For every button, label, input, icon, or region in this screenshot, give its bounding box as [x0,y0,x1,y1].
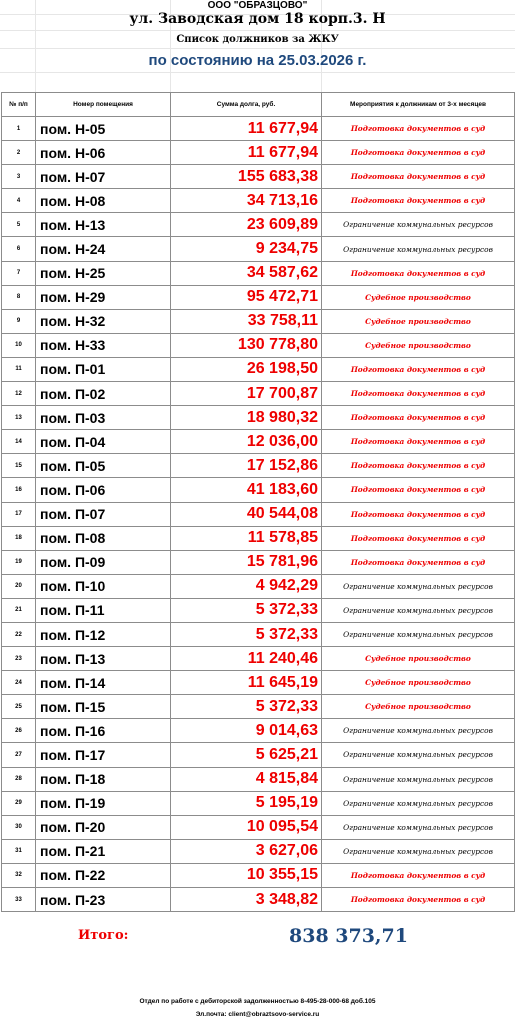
table-row [2,574,515,598]
room-number: пом. П-12 [36,622,171,646]
room-number: пом. Н-06 [36,141,171,165]
row-number: 24 [2,671,36,695]
row-number: 1 [2,117,36,141]
debt-amount: 11 645,19 [171,671,322,695]
row-number: 19 [2,550,36,574]
debt-action: Подготовка документов в суд [322,430,515,454]
room-number: пом. П-04 [36,430,171,454]
table-row [2,406,515,430]
table-row [2,888,515,912]
debt-amount: 5 372,33 [171,622,322,646]
row-number: 2 [2,141,36,165]
row-number: 17 [2,502,36,526]
table-row [2,117,515,141]
row-number: 8 [2,285,36,309]
debt-amount: 9 234,75 [171,237,322,261]
debt-action: Подготовка документов в суд [322,863,515,887]
debt-amount: 18 980,32 [171,406,322,430]
table-row [2,478,515,502]
row-number: 26 [2,719,36,743]
room-number: пом. Н-33 [36,333,171,357]
debt-amount: 12 036,00 [171,430,322,454]
table-row [2,791,515,815]
debt-action: Судебное производство [322,333,515,357]
list-title: Список должников за ЖКУ [176,34,339,45]
room-number: пом. П-03 [36,406,171,430]
room-number: пом. П-02 [36,382,171,406]
debt-action: Подготовка документов в суд [322,478,515,502]
room-number: пом. Н-25 [36,261,171,285]
debt-amount: 34 587,62 [171,261,322,285]
debt-action: Подготовка документов в суд [322,189,515,213]
debt-action: Подготовка документов в суд [322,502,515,526]
table-row [2,261,515,285]
table-row [2,333,515,357]
debt-action: Ограничение коммунальных ресурсов [322,237,515,261]
gridline [0,48,515,49]
debt-amount: 15 781,96 [171,550,322,574]
row-number: 33 [2,888,36,912]
debt-action: Ограничение коммунальных ресурсов [322,839,515,863]
debt-amount: 41 183,60 [171,478,322,502]
as-of-date: по состоянию на 25.03.2026 г. [148,52,367,69]
room-number: пом. П-14 [36,671,171,695]
debt-action: Судебное производство [322,285,515,309]
room-number: пом. П-08 [36,526,171,550]
table-row [2,622,515,646]
debt-amount: 130 778,80 [171,333,322,357]
debt-amount: 4 815,84 [171,767,322,791]
row-number: 9 [2,309,36,333]
room-number: пом. П-11 [36,598,171,622]
table-row [2,671,515,695]
row-number: 27 [2,743,36,767]
room-number: пом. П-17 [36,743,171,767]
room-number: пом. П-13 [36,647,171,671]
room-number: пом. П-10 [36,574,171,598]
debt-action: Подготовка документов в суд [322,888,515,912]
debt-amount: 10 355,15 [171,863,322,887]
row-number: 29 [2,791,36,815]
room-number: пом. П-01 [36,357,171,381]
debt-amount: 155 683,38 [171,165,322,189]
row-number: 28 [2,767,36,791]
column-header-actions: Мероприятия к должникам от 3-х месяцев [322,93,515,117]
debt-amount: 4 942,29 [171,574,322,598]
debt-action: Ограничение коммунальных ресурсов [322,719,515,743]
room-number: пом. Н-07 [36,165,171,189]
table-row [2,141,515,165]
room-number: пом. П-22 [36,863,171,887]
table-row [2,382,515,406]
row-number: 6 [2,237,36,261]
room-number: пом. П-20 [36,815,171,839]
row-number: 5 [2,213,36,237]
debt-action: Ограничение коммунальных ресурсов [322,598,515,622]
debt-amount: 95 472,71 [171,285,322,309]
debt-action: Подготовка документов в суд [322,382,515,406]
table-row [2,285,515,309]
table-row [2,743,515,767]
debt-amount: 5 372,33 [171,598,322,622]
debt-action: Подготовка документов в суд [322,406,515,430]
debt-action: Подготовка документов в суд [322,261,515,285]
debt-action: Подготовка документов в суд [322,141,515,165]
row-number: 23 [2,647,36,671]
room-number: пом. П-19 [36,791,171,815]
row-number: 7 [2,261,36,285]
debt-amount: 17 152,86 [171,454,322,478]
debt-amount: 5 195,19 [171,791,322,815]
footer-contact-phone: Отдел по работе с дебиторской задолженностью 8-495-28-000-68 доб.105 [139,998,376,1005]
table-row [2,526,515,550]
row-number: 15 [2,454,36,478]
table-row [2,815,515,839]
room-number: пом. П-18 [36,767,171,791]
table-row [2,863,515,887]
room-number: пом. П-21 [36,839,171,863]
room-number: пом. П-06 [36,478,171,502]
table-row [2,550,515,574]
table-row [2,598,515,622]
debt-amount: 34 713,16 [171,189,322,213]
debt-amount: 23 609,89 [171,213,322,237]
row-number: 20 [2,574,36,598]
row-number: 25 [2,695,36,719]
room-number: пом. Н-32 [36,309,171,333]
debt-amount: 17 700,87 [171,382,322,406]
gridline [0,30,515,31]
debt-amount: 3 627,06 [171,839,322,863]
debt-amount: 9 014,63 [171,719,322,743]
table-row [2,237,515,261]
row-number: 31 [2,839,36,863]
debt-amount: 11 677,94 [171,141,322,165]
row-number: 12 [2,382,36,406]
row-number: 11 [2,357,36,381]
room-number: пом. П-09 [36,550,171,574]
debt-action: Судебное производство [322,671,515,695]
table-row [2,189,515,213]
table-row [2,165,515,189]
row-number: 14 [2,430,36,454]
debt-amount: 26 198,50 [171,357,322,381]
debt-amount: 10 095,54 [171,815,322,839]
debt-amount: 40 544,08 [171,502,322,526]
row-number: 18 [2,526,36,550]
debt-action: Ограничение коммунальных ресурсов [322,622,515,646]
debt-amount: 11 240,46 [171,647,322,671]
debt-amount: 5 625,21 [171,743,322,767]
row-number: 3 [2,165,36,189]
table-row [2,309,515,333]
total-label: Итого: [78,928,129,943]
debt-action: Подготовка документов в суд [322,357,515,381]
debt-action: Подготовка документов в суд [322,454,515,478]
row-number: 16 [2,478,36,502]
row-number: 13 [2,406,36,430]
column-header-room: Номер помещения [36,93,171,117]
row-number: 10 [2,333,36,357]
column-header-debt: Сумма долга, руб. [171,93,322,117]
row-number: 22 [2,622,36,646]
gridline [0,72,515,73]
table-row [2,430,515,454]
room-number: пом. Н-13 [36,213,171,237]
room-number: пом. П-07 [36,502,171,526]
table-row [2,719,515,743]
debt-action: Подготовка документов в суд [322,526,515,550]
debt-amount: 33 758,11 [171,309,322,333]
debt-action: Ограничение коммунальных ресурсов [322,743,515,767]
table-row [2,454,515,478]
row-number: 30 [2,815,36,839]
debt-amount: 11 578,85 [171,526,322,550]
table-row [2,213,515,237]
table-row [2,647,515,671]
table-row [2,839,515,863]
row-number: 4 [2,189,36,213]
debt-amount: 5 372,33 [171,695,322,719]
table-row [2,695,515,719]
organization-name: ООО "ОБРАЗЦОВО" [207,0,308,11]
debt-action: Ограничение коммунальных ресурсов [322,815,515,839]
room-number: пом. Н-29 [36,285,171,309]
debt-action: Ограничение коммунальных ресурсов [322,574,515,598]
column-header-number: № п/п [2,93,36,117]
room-number: пом. Н-05 [36,117,171,141]
debt-action: Подготовка документов в суд [322,117,515,141]
debtors-table [1,92,515,912]
footer-contact-email: Эл.почта: client@obraztsovo-service.ru [195,1011,320,1018]
room-number: пом. П-15 [36,695,171,719]
debt-action: Ограничение коммунальных ресурсов [322,213,515,237]
room-number: пом. Н-08 [36,189,171,213]
building-address: ул. Заводская дом 18 корп.3. Н [129,11,386,27]
table-row [2,357,515,381]
debt-amount: 11 677,94 [171,117,322,141]
debt-action: Судебное производство [322,309,515,333]
room-number: пом. Н-24 [36,237,171,261]
row-number: 32 [2,863,36,887]
debt-action: Ограничение коммунальных ресурсов [322,767,515,791]
debt-action: Подготовка документов в суд [322,165,515,189]
total-value: 838 373,71 [289,925,408,947]
debt-action: Судебное производство [322,647,515,671]
debt-action: Судебное производство [322,695,515,719]
table-row [2,502,515,526]
room-number: пом. П-23 [36,888,171,912]
debt-action: Ограничение коммунальных ресурсов [322,791,515,815]
table-row [2,767,515,791]
room-number: пом. П-05 [36,454,171,478]
debt-action: Подготовка документов в суд [322,550,515,574]
room-number: пом. П-16 [36,719,171,743]
table-header-row [2,93,515,117]
row-number: 21 [2,598,36,622]
debt-amount: 3 348,82 [171,888,322,912]
